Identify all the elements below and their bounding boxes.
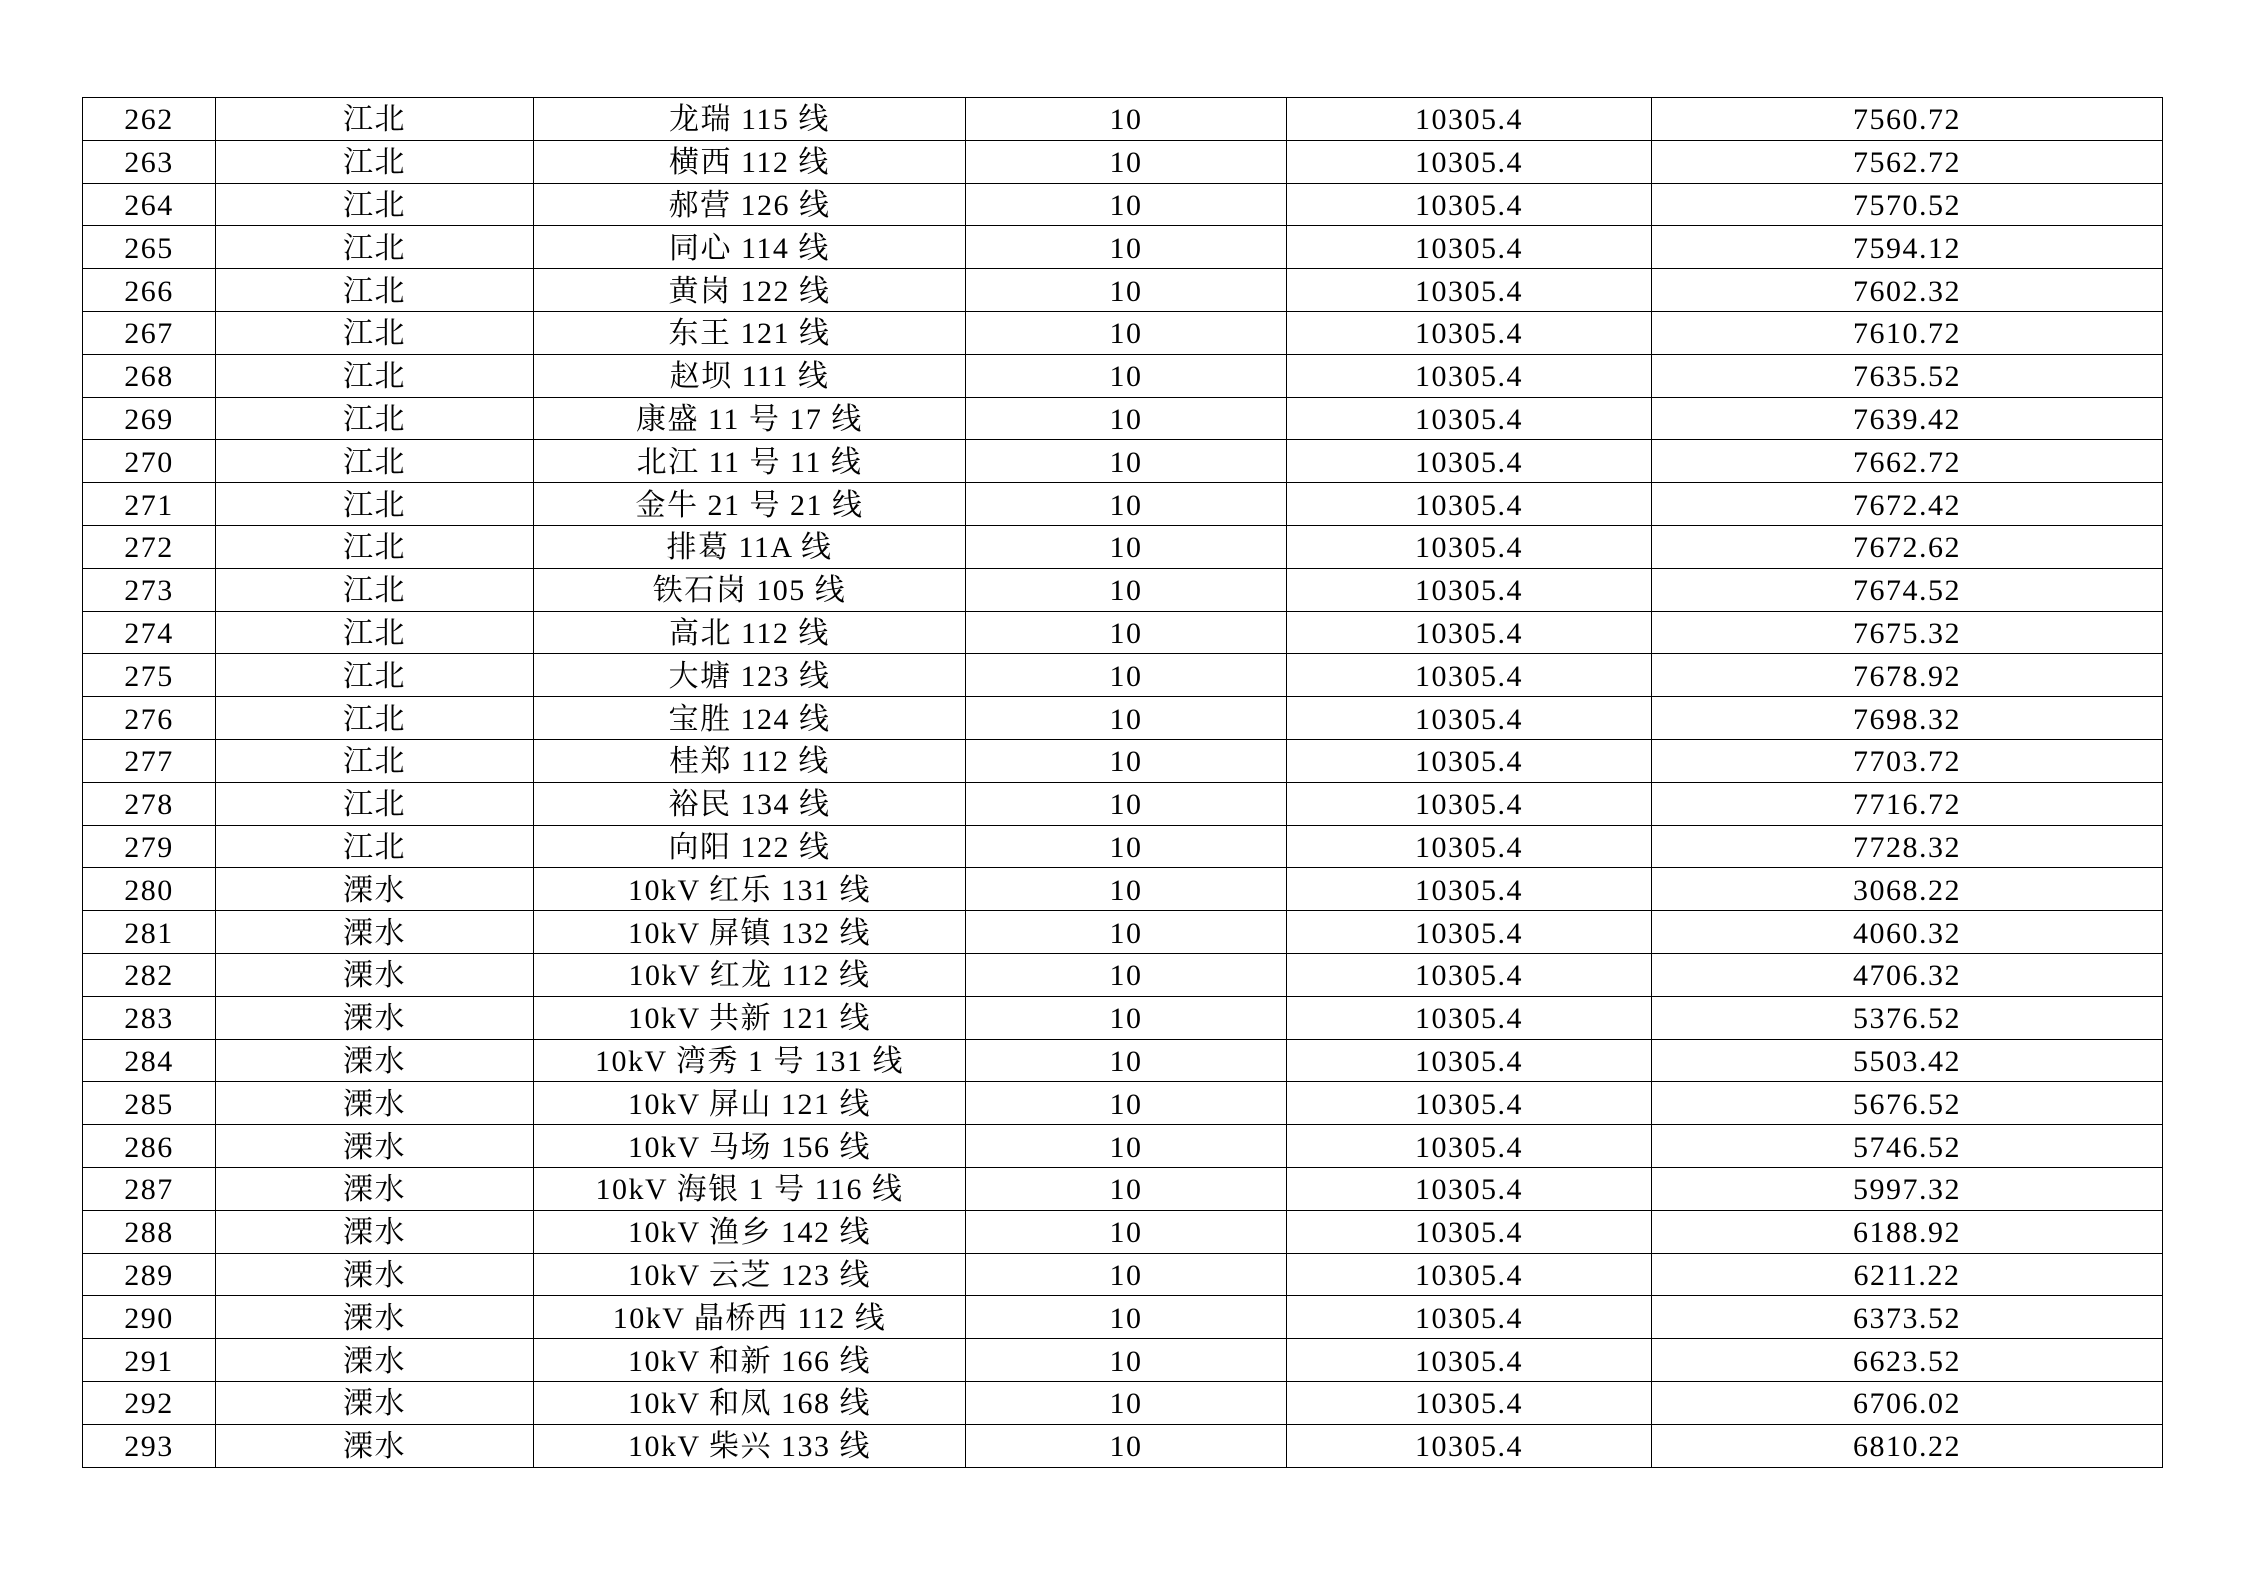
region-cell: 溧水 [216, 1296, 534, 1339]
value-b-cell: 7562.72 [1652, 141, 2163, 184]
line-name-cell: 北江 11 号 11 线 [534, 440, 966, 483]
row-number-cell: 287 [83, 1168, 216, 1211]
value-b-cell: 6188.92 [1652, 1211, 2163, 1254]
voltage-cell: 10 [966, 1082, 1287, 1125]
line-name-cell: 10kV 晶桥西 112 线 [534, 1296, 966, 1339]
value-b-cell: 7728.32 [1652, 826, 2163, 869]
row-number-cell: 286 [83, 1125, 216, 1168]
value-a-cell: 10305.4 [1287, 184, 1652, 227]
value-b-cell: 6211.22 [1652, 1254, 2163, 1297]
value-a-cell: 10305.4 [1287, 697, 1652, 740]
line-name-cell: 10kV 马场 156 线 [534, 1125, 966, 1168]
line-name-cell: 10kV 和新 166 线 [534, 1339, 966, 1382]
voltage-cell: 10 [966, 440, 1287, 483]
line-name-cell: 赵坝 111 线 [534, 355, 966, 398]
region-cell: 江北 [216, 141, 534, 184]
row-number-cell: 288 [83, 1211, 216, 1254]
region-cell: 江北 [216, 226, 534, 269]
value-a-cell: 10305.4 [1287, 868, 1652, 911]
value-b-cell: 7635.52 [1652, 355, 2163, 398]
voltage-cell: 10 [966, 654, 1287, 697]
line-name-cell: 大塘 123 线 [534, 654, 966, 697]
line-name-cell: 10kV 红乐 131 线 [534, 868, 966, 911]
region-cell: 溧水 [216, 1382, 534, 1425]
value-a-cell: 10305.4 [1287, 1382, 1652, 1425]
value-b-cell: 7560.72 [1652, 98, 2163, 141]
row-number-cell: 271 [83, 483, 216, 526]
voltage-cell: 10 [966, 1254, 1287, 1297]
region-cell: 溧水 [216, 1082, 534, 1125]
voltage-cell: 10 [966, 1425, 1287, 1468]
value-b-cell: 3068.22 [1652, 868, 2163, 911]
region-cell: 溧水 [216, 868, 534, 911]
row-number-cell: 272 [83, 526, 216, 569]
region-cell: 溧水 [216, 911, 534, 954]
value-a-cell: 10305.4 [1287, 1168, 1652, 1211]
value-a-cell: 10305.4 [1287, 654, 1652, 697]
line-name-cell: 10kV 屏镇 132 线 [534, 911, 966, 954]
value-b-cell: 6810.22 [1652, 1425, 2163, 1468]
row-number-cell: 270 [83, 440, 216, 483]
line-name-cell: 宝胜 124 线 [534, 697, 966, 740]
region-cell: 江北 [216, 269, 534, 312]
row-number-cell: 292 [83, 1382, 216, 1425]
data-table [82, 97, 2163, 1468]
row-number-cell: 277 [83, 740, 216, 783]
value-a-cell: 10305.4 [1287, 911, 1652, 954]
voltage-cell: 10 [966, 269, 1287, 312]
value-a-cell: 10305.4 [1287, 954, 1652, 997]
region-cell: 江北 [216, 440, 534, 483]
line-name-cell: 铁石岗 105 线 [534, 569, 966, 612]
value-b-cell: 4706.32 [1652, 954, 2163, 997]
value-a-cell: 10305.4 [1287, 440, 1652, 483]
region-cell: 江北 [216, 355, 534, 398]
region-cell: 溧水 [216, 1168, 534, 1211]
region-cell: 江北 [216, 312, 534, 355]
line-name-cell: 向阳 122 线 [534, 826, 966, 869]
value-a-cell: 10305.4 [1287, 526, 1652, 569]
value-b-cell: 6623.52 [1652, 1339, 2163, 1382]
region-cell: 溧水 [216, 1339, 534, 1382]
line-name-cell: 10kV 渔乡 142 线 [534, 1211, 966, 1254]
line-name-cell: 高北 112 线 [534, 612, 966, 655]
voltage-cell: 10 [966, 141, 1287, 184]
voltage-cell: 10 [966, 569, 1287, 612]
line-name-cell: 横西 112 线 [534, 141, 966, 184]
region-cell: 溧水 [216, 1254, 534, 1297]
row-number-cell: 282 [83, 954, 216, 997]
region-cell: 江北 [216, 783, 534, 826]
line-name-cell: 10kV 柴兴 133 线 [534, 1425, 966, 1468]
line-name-cell: 10kV 和凤 168 线 [534, 1382, 966, 1425]
value-b-cell: 7672.62 [1652, 526, 2163, 569]
row-number-cell: 276 [83, 697, 216, 740]
row-number-cell: 273 [83, 569, 216, 612]
value-b-cell: 6706.02 [1652, 1382, 2163, 1425]
region-cell: 江北 [216, 98, 534, 141]
value-a-cell: 10305.4 [1287, 1254, 1652, 1297]
value-a-cell: 10305.4 [1287, 483, 1652, 526]
row-number-cell: 269 [83, 398, 216, 441]
region-cell: 江北 [216, 483, 534, 526]
row-number-cell: 274 [83, 612, 216, 655]
value-a-cell: 10305.4 [1287, 1296, 1652, 1339]
voltage-cell: 10 [966, 740, 1287, 783]
row-number-cell: 263 [83, 141, 216, 184]
line-name-cell: 金牛 21 号 21 线 [534, 483, 966, 526]
voltage-cell: 10 [966, 1382, 1287, 1425]
row-number-cell: 283 [83, 997, 216, 1040]
value-b-cell: 7703.72 [1652, 740, 2163, 783]
voltage-cell: 10 [966, 1211, 1287, 1254]
voltage-cell: 10 [966, 184, 1287, 227]
line-name-cell: 裕民 134 线 [534, 783, 966, 826]
line-name-cell: 10kV 湾秀 1 号 131 线 [534, 1040, 966, 1083]
value-b-cell: 6373.52 [1652, 1296, 2163, 1339]
line-name-cell: 同心 114 线 [534, 226, 966, 269]
value-b-cell: 5376.52 [1652, 997, 2163, 1040]
row-number-cell: 264 [83, 184, 216, 227]
value-b-cell: 7570.52 [1652, 184, 2163, 227]
value-b-cell: 7610.72 [1652, 312, 2163, 355]
row-number-cell: 291 [83, 1339, 216, 1382]
value-a-cell: 10305.4 [1287, 269, 1652, 312]
value-b-cell: 7674.52 [1652, 569, 2163, 612]
value-a-cell: 10305.4 [1287, 1339, 1652, 1382]
value-a-cell: 10305.4 [1287, 1040, 1652, 1083]
value-b-cell: 7594.12 [1652, 226, 2163, 269]
value-b-cell: 7698.32 [1652, 697, 2163, 740]
voltage-cell: 10 [966, 997, 1287, 1040]
value-b-cell: 7662.72 [1652, 440, 2163, 483]
voltage-cell: 10 [966, 783, 1287, 826]
line-name-cell: 郝营 126 线 [534, 184, 966, 227]
value-a-cell: 10305.4 [1287, 398, 1652, 441]
voltage-cell: 10 [966, 954, 1287, 997]
row-number-cell: 281 [83, 911, 216, 954]
row-number-cell: 278 [83, 783, 216, 826]
voltage-cell: 10 [966, 868, 1287, 911]
row-number-cell: 275 [83, 654, 216, 697]
region-cell: 江北 [216, 526, 534, 569]
row-number-cell: 290 [83, 1296, 216, 1339]
region-cell: 江北 [216, 740, 534, 783]
value-a-cell: 10305.4 [1287, 569, 1652, 612]
row-number-cell: 284 [83, 1040, 216, 1083]
line-name-cell: 10kV 屏山 121 线 [534, 1082, 966, 1125]
region-cell: 溧水 [216, 1425, 534, 1468]
line-name-cell: 桂郑 112 线 [534, 740, 966, 783]
value-b-cell: 7678.92 [1652, 654, 2163, 697]
value-b-cell: 7639.42 [1652, 398, 2163, 441]
region-cell: 溧水 [216, 997, 534, 1040]
value-b-cell: 7716.72 [1652, 783, 2163, 826]
region-cell: 江北 [216, 398, 534, 441]
voltage-cell: 10 [966, 312, 1287, 355]
voltage-cell: 10 [966, 612, 1287, 655]
region-cell: 溧水 [216, 1040, 534, 1083]
row-number-cell: 285 [83, 1082, 216, 1125]
line-name-cell: 黄岗 122 线 [534, 269, 966, 312]
value-a-cell: 10305.4 [1287, 1425, 1652, 1468]
voltage-cell: 10 [966, 483, 1287, 526]
row-number-cell: 267 [83, 312, 216, 355]
row-number-cell: 265 [83, 226, 216, 269]
value-a-cell: 10305.4 [1287, 997, 1652, 1040]
row-number-cell: 289 [83, 1254, 216, 1297]
row-number-cell: 293 [83, 1425, 216, 1468]
region-cell: 江北 [216, 697, 534, 740]
line-name-cell: 10kV 共新 121 线 [534, 997, 966, 1040]
voltage-cell: 10 [966, 98, 1287, 141]
line-name-cell: 排葛 11A 线 [534, 526, 966, 569]
row-number-cell: 262 [83, 98, 216, 141]
line-name-cell: 东王 121 线 [534, 312, 966, 355]
line-name-cell: 康盛 11 号 17 线 [534, 398, 966, 441]
region-cell: 江北 [216, 612, 534, 655]
region-cell: 溧水 [216, 1211, 534, 1254]
value-a-cell: 10305.4 [1287, 98, 1652, 141]
line-name-cell: 10kV 云芝 123 线 [534, 1254, 966, 1297]
row-number-cell: 266 [83, 269, 216, 312]
voltage-cell: 10 [966, 226, 1287, 269]
value-a-cell: 10305.4 [1287, 612, 1652, 655]
value-b-cell: 7672.42 [1652, 483, 2163, 526]
line-name-cell: 龙瑞 115 线 [534, 98, 966, 141]
value-b-cell: 7675.32 [1652, 612, 2163, 655]
value-a-cell: 10305.4 [1287, 226, 1652, 269]
line-name-cell: 10kV 红龙 112 线 [534, 954, 966, 997]
value-a-cell: 10305.4 [1287, 783, 1652, 826]
voltage-cell: 10 [966, 826, 1287, 869]
value-a-cell: 10305.4 [1287, 826, 1652, 869]
voltage-cell: 10 [966, 911, 1287, 954]
region-cell: 溧水 [216, 1125, 534, 1168]
line-name-cell: 10kV 海银 1 号 116 线 [534, 1168, 966, 1211]
region-cell: 溧水 [216, 954, 534, 997]
region-cell: 江北 [216, 184, 534, 227]
value-b-cell: 5503.42 [1652, 1040, 2163, 1083]
value-a-cell: 10305.4 [1287, 312, 1652, 355]
voltage-cell: 10 [966, 1296, 1287, 1339]
voltage-cell: 10 [966, 1339, 1287, 1382]
voltage-cell: 10 [966, 1040, 1287, 1083]
value-a-cell: 10305.4 [1287, 141, 1652, 184]
row-number-cell: 279 [83, 826, 216, 869]
row-number-cell: 280 [83, 868, 216, 911]
value-a-cell: 10305.4 [1287, 1125, 1652, 1168]
voltage-cell: 10 [966, 697, 1287, 740]
value-b-cell: 5746.52 [1652, 1125, 2163, 1168]
value-a-cell: 10305.4 [1287, 740, 1652, 783]
value-a-cell: 10305.4 [1287, 1082, 1652, 1125]
value-b-cell: 5997.32 [1652, 1168, 2163, 1211]
region-cell: 江北 [216, 654, 534, 697]
value-b-cell: 4060.32 [1652, 911, 2163, 954]
region-cell: 江北 [216, 826, 534, 869]
value-b-cell: 5676.52 [1652, 1082, 2163, 1125]
region-cell: 江北 [216, 569, 534, 612]
voltage-cell: 10 [966, 398, 1287, 441]
voltage-cell: 10 [966, 1125, 1287, 1168]
value-a-cell: 10305.4 [1287, 1211, 1652, 1254]
value-b-cell: 7602.32 [1652, 269, 2163, 312]
row-number-cell: 268 [83, 355, 216, 398]
value-a-cell: 10305.4 [1287, 355, 1652, 398]
voltage-cell: 10 [966, 355, 1287, 398]
voltage-cell: 10 [966, 1168, 1287, 1211]
voltage-cell: 10 [966, 526, 1287, 569]
